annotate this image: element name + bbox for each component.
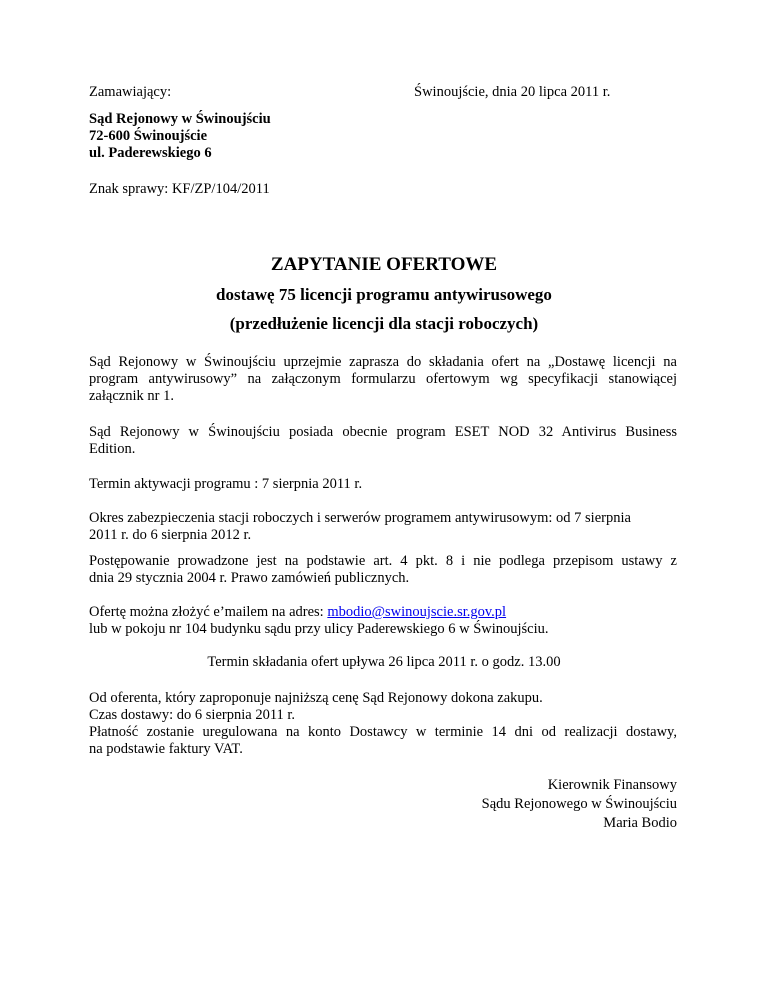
signature-role: Kierownik Finansowy: [547, 777, 677, 793]
paragraph-line: Edition.: [89, 441, 136, 457]
paragraph-line: Okres zabezpieczenia stacji roboczych i serwerów programem antywirusowym: od 7 sierpnia: [89, 510, 631, 526]
document-title: ZAPYTANIE OFERTOWE: [270, 254, 498, 275]
case-reference: Znak sprawy: KF/ZP/104/2011: [89, 181, 270, 197]
email-link[interactable]: mbodio@swinoujscie.sr.gov.pl: [327, 604, 507, 620]
orderer-label: Zamawiający:: [89, 84, 172, 100]
offer-submission-line: [89, 604, 506, 621]
paragraph-line: program antywirusowy” na załączonym formularzu ofertowym wg specyfikacji stanowiącej: [89, 371, 677, 387]
paragraph-line: Postępowanie prowadzone jest na podstawie art. 4 pkt. 8 i nie podlega przepisom ustawy z: [89, 553, 677, 569]
paragraph-current-program: [89, 424, 677, 458]
paragraph-line: Sąd Rejonowy w Świnoujściu posiada obecnie program ESET NOD 32 Antivirus Business: [89, 424, 677, 440]
purchase-line: Od oferenta, który zaproponuje najniższą cenę Sąd Rejonowy dokona zakupu.: [89, 690, 543, 706]
paragraph-line: Płatność zostanie uregulowana na konto Dostawcy w terminie 14 dni od realizacji dostawy,: [89, 724, 677, 740]
paragraph-line: na podstawie faktury VAT.: [89, 741, 243, 757]
place-date: Świnoujście, dnia 20 lipca 2011 r.: [414, 84, 611, 100]
court-street: ul. Paderewskiego 6: [89, 145, 212, 161]
offer-submission-text: Ofertę można złożyć e’mailem na adres:: [89, 604, 328, 620]
signature-court: Sądu Rejonowego w Świnoujściu: [481, 796, 677, 812]
document-subtitle: dostawę 75 licencji programu antywirusowego: [216, 285, 552, 304]
deadline-notice: Termin składania ofert upływa 26 lipca 2011 r. o godz. 13.00: [207, 654, 561, 670]
paragraph-line: 2011 r. do 6 sierpnia 2012 r.: [89, 527, 252, 543]
court-name: Sąd Rejonowy w Świnoujściu: [89, 111, 271, 127]
signature-name: Maria Bodio: [603, 815, 677, 831]
court-postal: 72-600 Świnoujście: [89, 128, 208, 144]
paragraph-protection-period: [89, 510, 669, 544]
document-subtitle-2: (przedłużenie licencji dla stacji roboczych): [229, 314, 539, 333]
paragraph-invitation: [89, 354, 677, 405]
delivery-time-line: Czas dostawy: do 6 sierpnia 2011 r.: [89, 707, 296, 723]
paragraph-payment: [89, 724, 677, 758]
paragraph-line: załącznik nr 1.: [89, 388, 174, 404]
paragraph-legal-basis: [89, 553, 677, 587]
activation-date: Termin aktywacji programu : 7 sierpnia 2011 r.: [89, 476, 363, 492]
offer-location-line: lub w pokoju nr 104 budynku sądu przy ulicy Paderewskiego 6 w Świnoujściu.: [89, 621, 549, 637]
paragraph-line: dnia 29 stycznia 2004 r. Prawo zamówień publicznych.: [89, 570, 410, 586]
paragraph-line: Sąd Rejonowy w Świnoujściu uprzejmie zaprasza do składania ofert na „Dostawę licencji na: [89, 354, 677, 370]
